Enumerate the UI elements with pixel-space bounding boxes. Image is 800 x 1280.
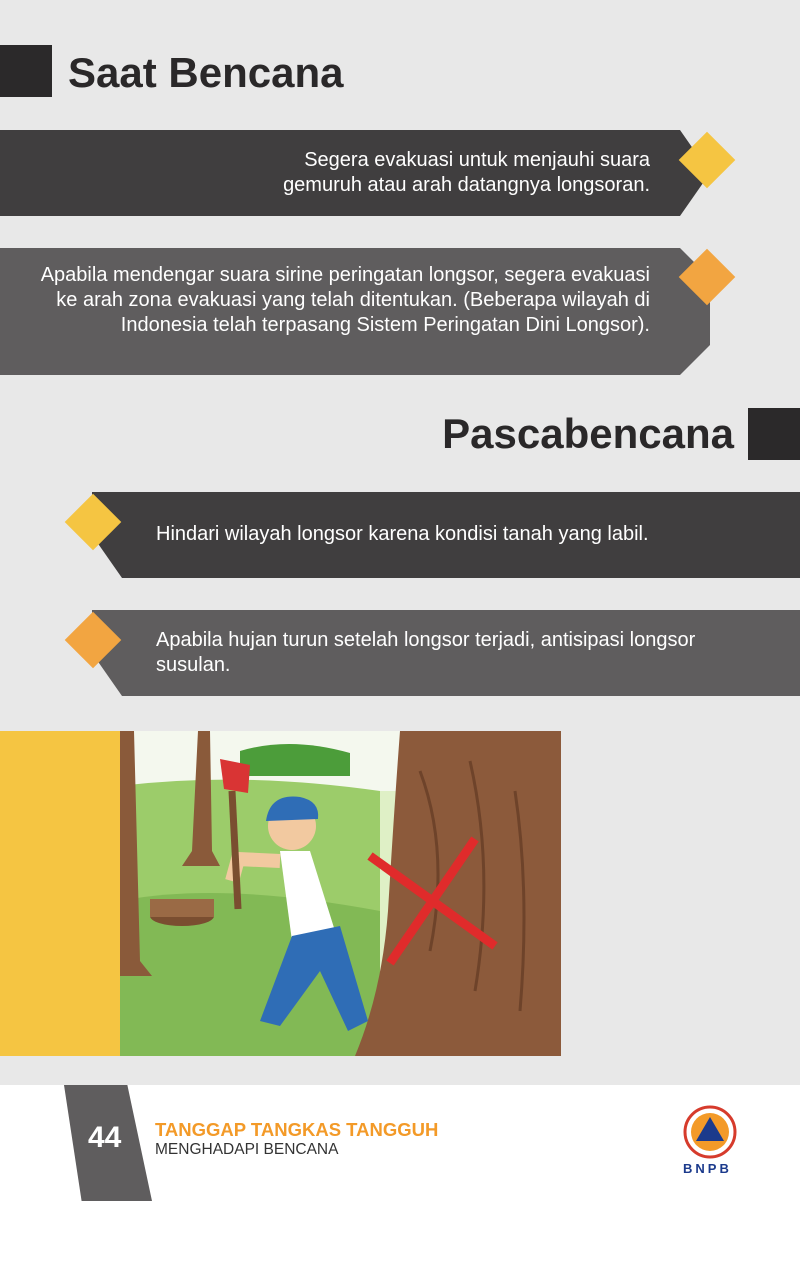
tip-banner-1 <box>0 130 710 216</box>
tip-banner-3 <box>92 492 800 578</box>
section-title-pascabencana: Pascabencana <box>442 410 734 457</box>
bnpb-logo-icon <box>683 1105 737 1159</box>
brand-title: TANGGAP TANGKAS TANGGUH <box>155 1119 439 1140</box>
section-title-saat-bencana: Saat Bencana <box>68 49 344 96</box>
accent-bar <box>0 731 120 1056</box>
tip-text: Hindari wilayah longsor karena kondisi tanah yang labil. <box>156 523 649 545</box>
tip-banner-2 <box>0 248 710 375</box>
heading-marker-right <box>748 408 800 460</box>
tip-text: Segera evakuasi untuk menjauhi suara gemuruh atau arah datangnya longsoran. <box>283 149 650 196</box>
page-number: 44 <box>88 1121 122 1154</box>
heading-marker-left <box>0 45 52 97</box>
tip-text: Apabila mendengar suara sirine peringatan longsor, segera evakuasi ke arah zona evakuasi yang telah ditentukan. (Beberapa wilayah di Indonesia telah terpasang Sistem Peringatan Dini Longsor). <box>40 264 650 336</box>
logo-label: BNPB <box>683 1161 732 1176</box>
brand-subtitle: MENGHADAPI BENCANA <box>155 1141 339 1158</box>
page-footer <box>0 1085 800 1280</box>
tip-banner-4 <box>92 610 800 696</box>
tip-text: Apabila hujan turun setelah longsor terjadi, antisipasi longsor susulan. <box>156 629 696 676</box>
illustration-man-cutting-tree <box>120 731 561 1056</box>
